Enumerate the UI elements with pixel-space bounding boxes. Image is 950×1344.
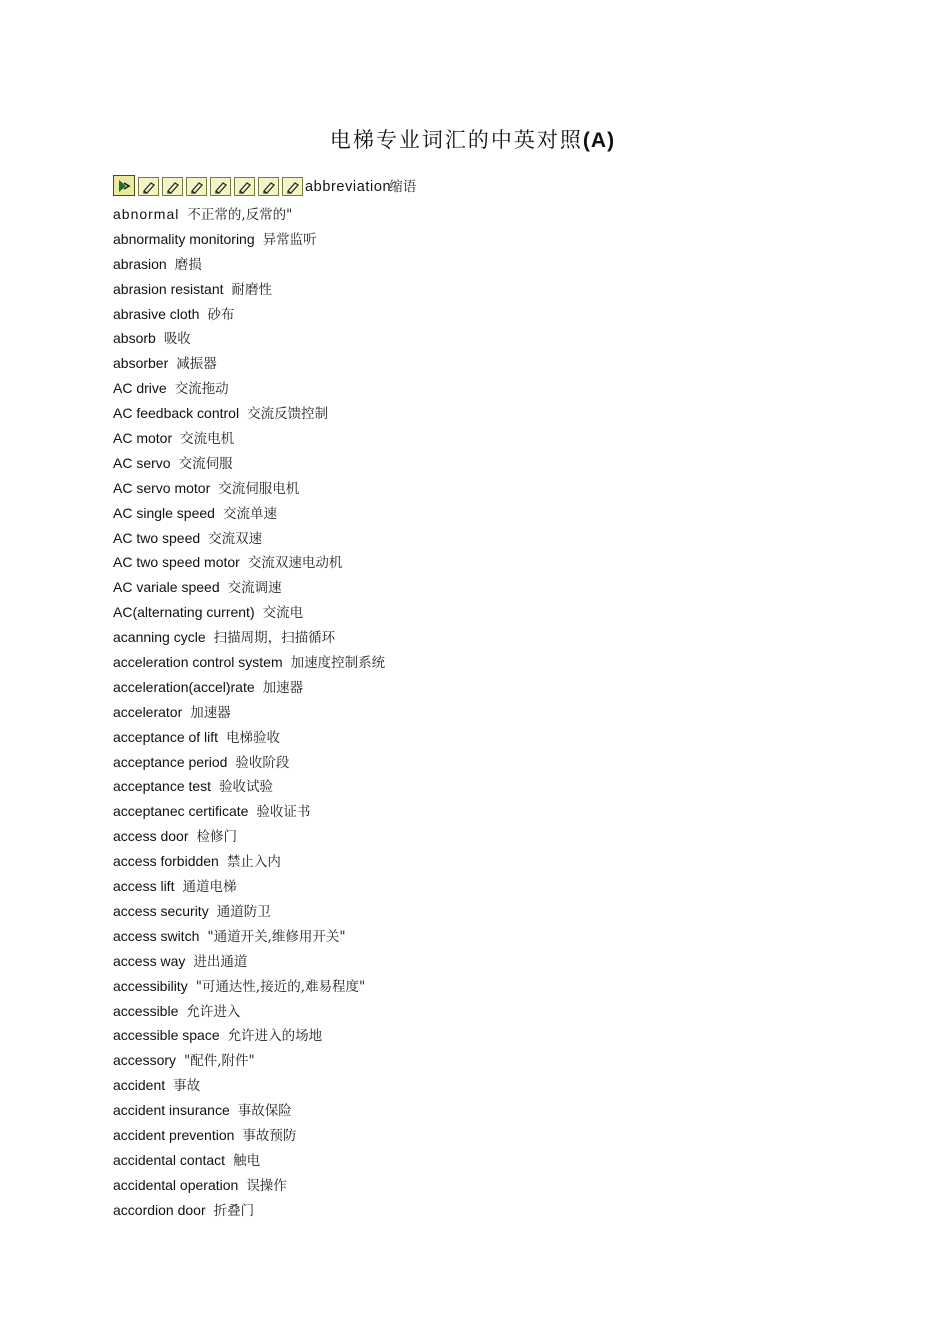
list-item (113, 750, 385, 775)
list-item (113, 999, 385, 1024)
entry-term: acceleration control system (113, 654, 283, 671)
entry-translation: 加速器 (262, 679, 304, 696)
entry-translation: 禁止入内 (226, 854, 281, 871)
list-item (113, 874, 385, 899)
entry-term: accordion door (113, 1201, 206, 1218)
entry-translation: 折叠门 (213, 1202, 255, 1219)
list-item (113, 401, 385, 426)
entry-term: acceptance period (113, 753, 228, 770)
entry-term: abrasive cloth (113, 305, 200, 322)
list-item (113, 1098, 385, 1123)
list-item (113, 550, 385, 575)
list-item (113, 725, 385, 750)
list-item (113, 1173, 385, 1198)
entry-translation: 电梯验收 (226, 729, 281, 746)
entry-translation: 扫描周期，扫描循环 (213, 630, 336, 647)
entry-translation: 交流伺服 (178, 455, 233, 472)
list-item (113, 476, 385, 501)
entry-term: abrasion resistant (113, 280, 224, 297)
entry-term: accessibility (113, 977, 188, 994)
entry-translation: 允许进入 (186, 1003, 241, 1020)
entry-translation: 交流拖动 (174, 381, 229, 398)
entry-translation: 磨损 (174, 256, 202, 273)
list-item (113, 426, 385, 451)
list-item (113, 824, 385, 849)
list-item (113, 774, 385, 799)
first-entry-row (113, 172, 416, 196)
list-item (113, 600, 385, 625)
glossary-list (113, 202, 385, 1223)
list-item (113, 625, 385, 650)
entry-term: accidental operation (113, 1176, 239, 1193)
entry-translation: 交流反馈控制 (247, 406, 329, 423)
entry-term: accessible space (113, 1027, 220, 1044)
entry-translation: 通道电梯 (182, 879, 237, 896)
list-item (113, 575, 385, 600)
entry-term: accident insurance (113, 1102, 230, 1119)
entry-term: acceptance of lift (113, 728, 219, 745)
title-main: 电梯专业词汇的中英对照 (329, 128, 583, 152)
list-item (113, 202, 385, 227)
entry-translation: 事故预防 (242, 1127, 297, 1144)
list-item (113, 700, 385, 725)
entry-translation: 事故保险 (237, 1103, 292, 1120)
list-item (113, 949, 385, 974)
entry-term: access lift (113, 878, 175, 895)
list-item (113, 351, 385, 376)
entry-translation: 砂布 (207, 306, 235, 323)
entry-translation: 交流单速 (222, 505, 277, 522)
entry-term: accident prevention (113, 1126, 235, 1143)
list-item (113, 1148, 385, 1173)
entry-term: acceptanec certificate (113, 803, 249, 820)
pencil-icon[interactable] (282, 177, 303, 196)
list-item (113, 1023, 385, 1048)
list-item (113, 526, 385, 551)
list-item (113, 302, 385, 327)
entry-translation: 验收试验 (219, 779, 274, 796)
list-item (113, 675, 385, 700)
pencil-icon[interactable] (186, 177, 207, 196)
entry-translation: 交流电机 (180, 431, 235, 448)
arrow-icon[interactable] (113, 175, 135, 196)
entry-term: access door (113, 828, 189, 845)
entry-translation: 允许进入的场地 (227, 1028, 323, 1045)
page-title (0, 124, 945, 154)
pencil-icon[interactable] (138, 177, 159, 196)
list-item (113, 501, 385, 526)
list-item (113, 277, 385, 302)
list-item (113, 799, 385, 824)
list-item (113, 252, 385, 277)
entry-term: accidental contact (113, 1151, 226, 1168)
entry-term: acanning cycle (113, 629, 206, 646)
list-item (113, 1073, 385, 1098)
pencil-icon[interactable] (258, 177, 279, 196)
entry-term: accessible (113, 1002, 179, 1019)
entry-term: AC motor (113, 430, 173, 447)
pencil-icon[interactable] (210, 177, 231, 196)
list-item (113, 899, 385, 924)
entry-term: accelerator (113, 703, 183, 720)
list-item (113, 1123, 385, 1148)
entry-translation: 触电 (233, 1152, 261, 1169)
entry-term: acceptance test (113, 778, 212, 795)
list-item (113, 1198, 385, 1223)
entry-translation: 耐磨性 (231, 281, 273, 298)
entry-translation: 进出通道 (193, 953, 248, 970)
entry-term: accident (113, 1077, 166, 1094)
entry-translation: 误操作 (246, 1177, 287, 1194)
entry-term: abnormality monitoring (113, 230, 255, 247)
entry-translation: 异常监听 (262, 231, 317, 248)
list-item (113, 227, 385, 252)
list-item (113, 974, 385, 999)
list-item (113, 326, 385, 351)
entry-term: AC feedback control (113, 405, 240, 422)
entry-translation: 加速度控制系统 (290, 655, 386, 672)
entry-translation: 交流双速电动机 (247, 555, 343, 572)
entry-term: access switch (113, 927, 200, 944)
pencil-icon[interactable] (162, 177, 183, 196)
entry-term: access way (113, 952, 186, 969)
entry-translation: "通道开关,维修用开关" (207, 928, 346, 945)
entry-term: access security (113, 902, 209, 919)
first-entry-translation: 缩语 (389, 179, 417, 195)
entry-translation: 加速器 (190, 704, 231, 721)
entry-translation: 交流调速 (227, 580, 282, 597)
entry-term: AC single speed (113, 504, 215, 521)
list-item (113, 1048, 385, 1073)
entry-translation: 检修门 (196, 829, 237, 846)
entry-term: AC drive (113, 380, 167, 397)
entry-translation: 吸收 (163, 331, 191, 348)
entry-term: access forbidden (113, 853, 219, 870)
entry-term: absorber (113, 355, 169, 372)
entry-translation: "配件,附件" (184, 1053, 255, 1070)
entry-translation: 减振器 (176, 356, 217, 373)
entry-term: acceleration(accel)rate (113, 678, 255, 695)
entry-translation: 交流双速 (208, 530, 263, 547)
entry-term: AC variale speed (113, 579, 220, 596)
entry-term: AC servo (113, 454, 171, 471)
title-suffix: (A) (582, 129, 616, 152)
entry-term: abrasion (113, 255, 167, 272)
entry-term: abnormal (113, 206, 180, 222)
pencil-icon[interactable] (234, 177, 255, 196)
list-item (113, 376, 385, 401)
list-item (113, 451, 385, 476)
entry-translation: 验收证书 (256, 804, 311, 821)
entry-translation: 事故 (173, 1078, 201, 1095)
entry-translation: 通道防卫 (216, 903, 271, 920)
entry-term: AC servo motor (113, 479, 211, 496)
entry-term: AC(alternating current) (113, 604, 255, 621)
first-entry-term: abbreviation (305, 179, 392, 195)
entry-term: absorb (113, 330, 156, 347)
entry-translation: 交流电 (262, 605, 304, 622)
list-item (113, 849, 385, 874)
entry-translation: 不正常的,反常的" (187, 207, 293, 223)
list-item (113, 924, 385, 949)
list-item (113, 650, 385, 675)
entry-translation: 验收阶段 (235, 754, 290, 771)
entry-translation: "可通达性,接近的,难易程度" (195, 978, 366, 995)
entry-term: AC two speed motor (113, 554, 240, 571)
entry-term: accessory (113, 1052, 177, 1069)
entry-translation: 交流伺服电机 (218, 480, 300, 497)
toolbar-icons (113, 175, 303, 196)
entry-term: AC two speed (113, 529, 201, 546)
